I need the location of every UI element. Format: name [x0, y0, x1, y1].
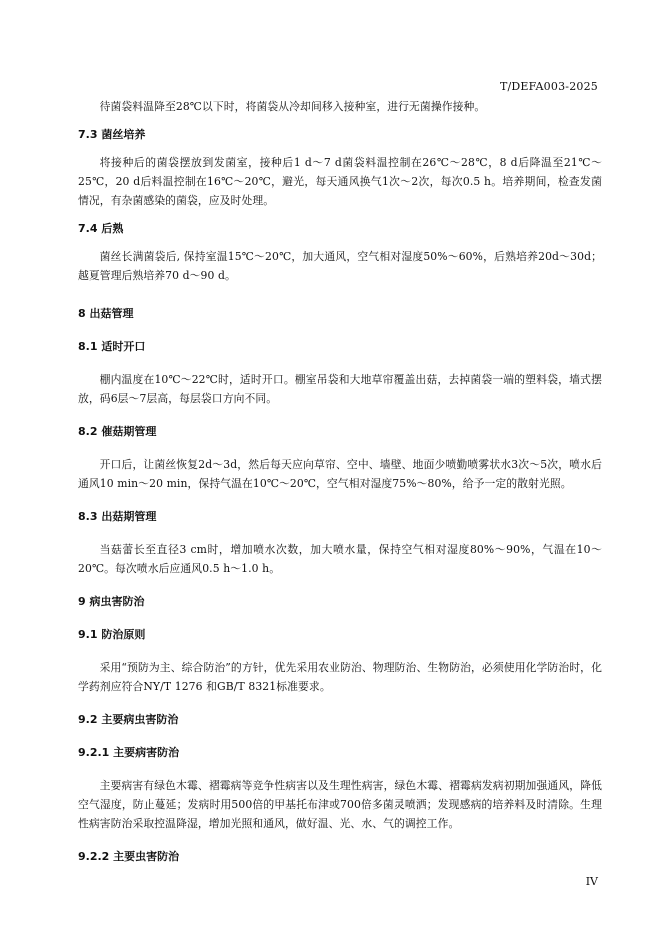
- heading-8-2: 8.2 催菇期管理: [78, 425, 157, 438]
- heading-9-1: 9.1 防治原则: [78, 628, 146, 641]
- heading-9-2-1: 9.2.1 主要病害防治: [78, 746, 180, 759]
- page-number: IV: [585, 875, 598, 888]
- heading-9-2-2: 9.2.2 主要虫害防治: [78, 850, 180, 863]
- heading-8-1: 8.1 适时开口: [78, 340, 146, 353]
- paragraph-9-1: 采用“预防为主、综合防治”的方针，优先采用农业防治、物理防治、生物防治，必须使用化学防治时，化学药剂应符合NY/T 1276 和GB/T 8321标准要求。: [78, 661, 602, 693]
- paragraph-7-4: 菌丝长满菌袋后, 保持室温15℃～20℃，加大通风，空气相对湿度50%～60%，后熟培养20d～30d；越夏管理后熟培养70 d～90 d。: [78, 250, 602, 282]
- document-code: T/DEFA003-2025: [499, 80, 598, 93]
- paragraph-8-2: 开口后，让菌丝恢复2d～3d，然后每天应向草帘、空中、墙壁、地面少喷勤喷雾状水3次～5次，喷水后通风10 min～20 min，保持气温在10℃～20℃，空气相对湿度75%～80%，给予一定的散射光照。: [78, 458, 602, 490]
- paragraph-7-3: 将接种后的菌袋摆放到发菌室，接种后1 d～7 d菌袋料温控制在26℃～28℃，8 d后降温至21℃～25℃，20 d后料温控制在16℃～20℃，避光，每天通风换气1次～2次，每次0.5 h。培养期间，检查发菌情况，有杂菌感染的菌袋，应及时处理。: [78, 156, 602, 207]
- heading-8: 8 出菇管理: [78, 307, 134, 320]
- paragraph-8-1: 棚内温度在10℃～22℃时，适时开口。棚室吊袋和大地草帘覆盖出菇，去掉菌袋一端的塑料袋，墙式摆放，码6层～7层高，每层袋口方向不同。: [78, 373, 602, 405]
- heading-8-3: 8.3 出菇期管理: [78, 510, 157, 523]
- heading-9: 9 病虫害防治: [78, 595, 145, 608]
- heading-7-3: 7.3 菌丝培养: [78, 128, 146, 141]
- paragraph-9-2-1: 主要病害有绿色木霉、褶霉病等竞争性病害以及生理性病害，绿色木霉、褶霉病发病初期加强通风，降低空气湿度，防止蔓延；发病时用500倍的甲基托布津或700倍多菌灵喷洒；发现感病的培养料及时清除。生理性病害防治采取控温降湿，增加光照和通风，做好温、光、水、气的调控工作。: [78, 779, 602, 830]
- document-body: [78, 97, 602, 866]
- paragraph-8-3: 当菇蕾长至直径3 cm时，增加喷水次数，加大喷水量，保持空气相对湿度80%～90%，气温在10～20℃。每次喷水后应通风0.5 h～1.0 h。: [78, 543, 602, 575]
- heading-9-2: 9.2 主要病虫害防治: [78, 713, 179, 726]
- heading-7-4: 7.4 后熟: [78, 222, 124, 235]
- paragraph-cooling: 待菌袋料温降至28℃以下时，将菌袋从冷却间移入接种室，进行无菌操作接种。: [99, 100, 486, 113]
